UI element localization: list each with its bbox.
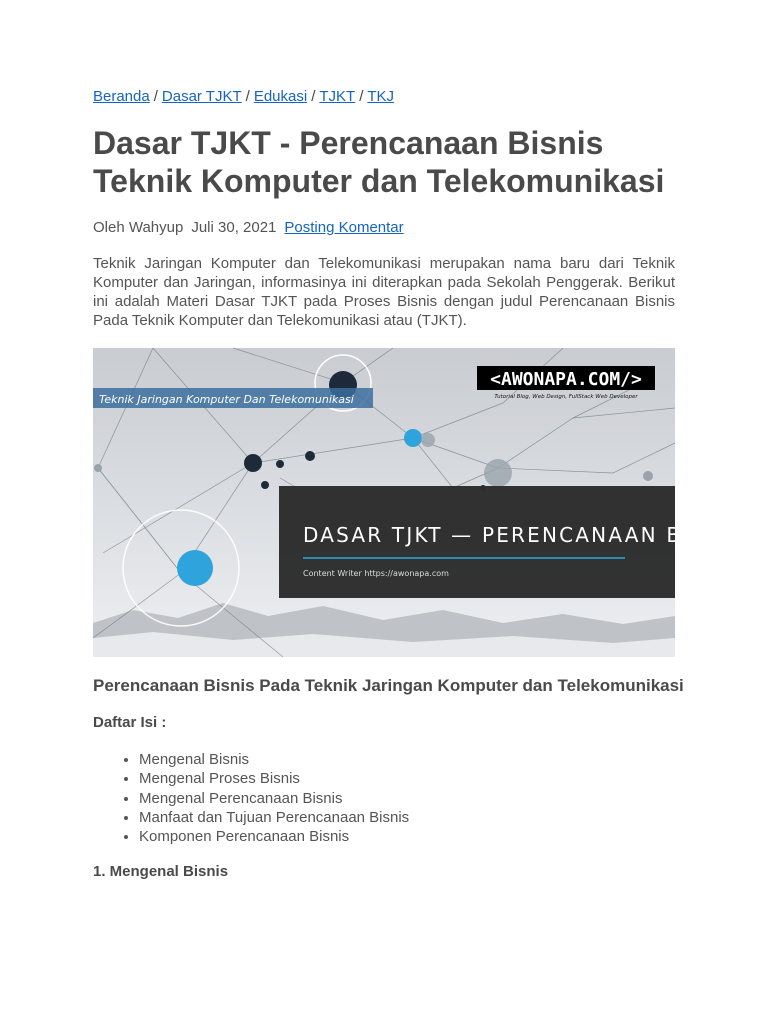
featured-image [93,348,746,657]
logo-tagline: Tutorial Blog, Web Design, FullStack Web Developer [494,394,638,400]
toc-list [93,750,409,846]
post-meta [93,219,404,236]
breadcrumb-link-dasar-tjkt[interactable]: Dasar TJKT [161,88,242,105]
breadcrumb-separator: / [311,88,316,105]
hero-headline: DASAR TJKT — PERENCANAAN BISNIS [303,523,746,547]
article-subheading: Perencanaan Bisnis Pada Teknik Jaringan Komputer dan Telekomunikasi [93,676,684,695]
logo-text: <AWONAPA.COM/> [490,369,642,390]
breadcrumb-link-tjkt[interactable]: TJKT [319,88,356,105]
toc-item: • Mengenal Proses Bisnis [139,769,409,788]
banner-text: Teknik Jaringan Komputer Dan Telekomunikasi [99,393,354,406]
breadcrumb [93,88,394,105]
breadcrumb-link-edukasi[interactable]: Edukasi [253,88,308,105]
post-author: Oleh Wahyup [93,219,184,236]
section-heading: 1. Mengenal Bisnis [93,863,229,880]
toc-item: • Mengenal Bisnis [139,750,409,769]
breadcrumb-link-beranda[interactable]: Beranda [93,88,150,105]
toc-item: • Mengenal Perencanaan Bisnis [139,789,409,808]
breadcrumb-link-tkj[interactable]: TKJ [367,88,395,105]
breadcrumb-separator: / [359,88,364,105]
toc-item: • Komponen Perencanaan Bisnis [139,827,409,846]
toc-item: • Manfaat dan Tujuan Perencanaan Bisnis [139,808,409,827]
page-title: Dasar TJKT - Perencanaan Bisnis Teknik Komputer dan Telekomunikasi [93,125,665,199]
toc-title: Daftar Isi : [93,714,167,731]
comment-link[interactable]: Posting Komentar [284,219,404,236]
breadcrumb-separator: / [153,88,158,105]
hero-credit: Content Writer https://awonapa.com [303,569,449,578]
post-date: Juli 30, 2021 [191,219,277,236]
breadcrumb-separator: / [245,88,250,105]
intro-paragraph: Teknik Jaringan Komputer dan Telekomunikasi merupakan nama baru dari Teknik Komputer dan Jaringan, informasinya ini diterapkan pada Sekolah Penggerak. Berikut ini adalah Materi Dasar TJKT pada Proses Bisnis dengan judul Perencanaan Bisnis Pada Teknik Komputer dan Telekomunikasi atau (TJKT). [93,255,675,329]
